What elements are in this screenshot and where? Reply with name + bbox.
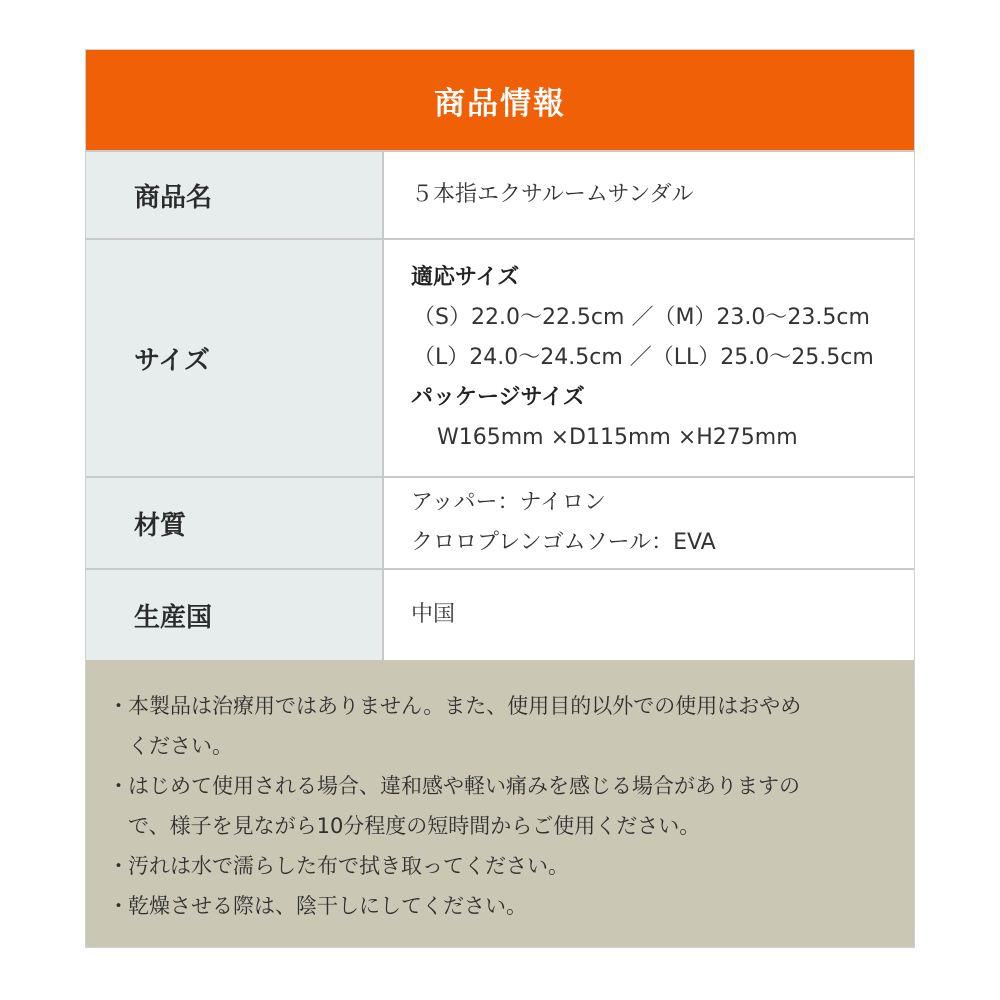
origin-value: 中国 [411, 602, 456, 627]
fit-size-heading: 適応サイズ [411, 265, 520, 290]
row-size [86, 238, 914, 476]
fit-size-line-1: （S）22.0～22.5cm ／（M）23.0～23.5cm [413, 305, 870, 330]
note-bullet: ・ [108, 694, 129, 718]
size-label: サイズ [86, 240, 384, 476]
size-cell [384, 240, 914, 476]
note-text-line: で、様子を見ながら10分程度の短時間からご使用ください。 [128, 814, 701, 838]
note-bullet: ・ [108, 774, 129, 798]
note-text-line: 乾燥させる際は、陰干しにしてください。 [128, 894, 527, 918]
row-product-name [86, 150, 914, 238]
row-origin [86, 568, 914, 660]
note-item [108, 846, 914, 886]
package-size-heading: パッケージサイズ [411, 385, 585, 410]
note-text-line: 汚れは水で濡らした布で拭き取ってください。 [128, 854, 569, 878]
note-bullet: ・ [108, 854, 129, 878]
note-text-line: 本製品は治療用ではありません。また、使用目的以外での使用はおやめ [128, 694, 802, 718]
note-item [108, 686, 914, 766]
material-label: 材質 [86, 478, 384, 568]
fit-size-line-2: （L）24.0～24.5cm ／（LL）25.0～25.5cm [413, 345, 874, 370]
origin-label: 生産国 [86, 570, 384, 660]
header-title: 商品情報 [434, 85, 566, 122]
material-line-2: クロロプレンゴムソール：EVA [411, 530, 716, 555]
product-info-header [86, 50, 914, 150]
note-text-line: はじめて使用される場合、違和感や軽い痛みを感じる場合がありますの [128, 774, 800, 798]
row-material [86, 476, 914, 568]
product-name-value: ５本指エクサルームサンダル [411, 182, 694, 207]
note-bullet: ・ [108, 894, 129, 918]
note-item [108, 766, 914, 846]
material-cell [384, 478, 914, 568]
product-name-cell [384, 152, 914, 238]
note-item [108, 886, 914, 926]
product-name-label: 商品名 [86, 152, 384, 238]
origin-cell [384, 570, 914, 660]
note-text-line: ください。 [128, 734, 233, 758]
product-info-card [85, 49, 915, 948]
material-line-1: アッパー：ナイロン [411, 490, 606, 515]
notes-section [86, 660, 914, 947]
package-size-value: W165mm ×D115mm ×H275mm [437, 425, 798, 450]
